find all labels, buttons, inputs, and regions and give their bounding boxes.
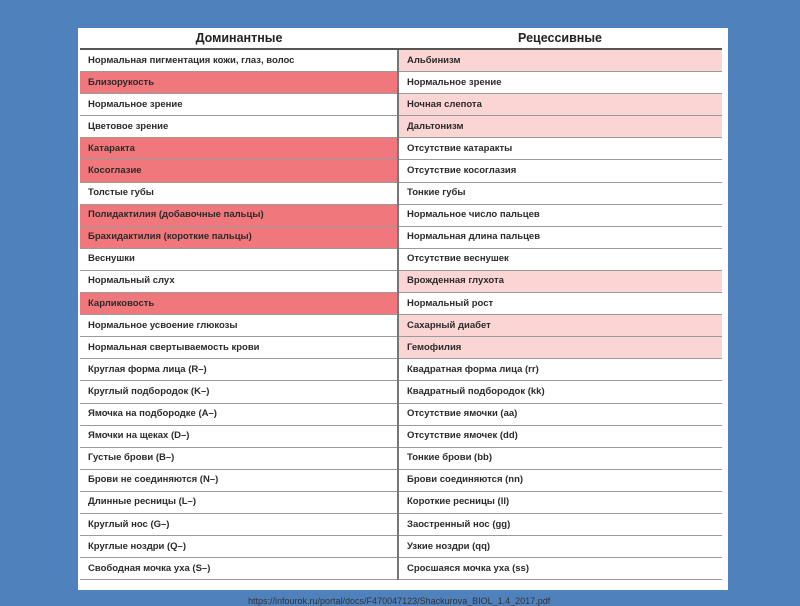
table-row [80, 359, 722, 381]
dominant-trait-cell: Катаракта [80, 138, 398, 160]
dominant-trait-cell: Круглая форма лица (R–) [80, 359, 398, 381]
table-row [80, 72, 722, 94]
dominant-trait-cell: Нормальное зрение [80, 94, 398, 116]
table-row [80, 425, 722, 447]
dominant-trait-cell: Нормальная свертываемость крови [80, 337, 398, 359]
dominant-trait-cell: Круглый подбородок (K–) [80, 381, 398, 403]
header-recessive: Рецессивные [398, 28, 722, 49]
source-url-caption: https://infourok.ru/portal/docs/F470047123/Shackurova_BIOL_1.4_2017.pdf [248, 596, 551, 606]
table-row [80, 248, 722, 270]
dominant-trait-cell: Круглый нос (G–) [80, 513, 398, 535]
dominant-trait-cell: Толстые губы [80, 182, 398, 204]
slide [78, 28, 728, 606]
dominant-trait-cell: Близорукость [80, 72, 398, 94]
recessive-trait-cell: Отсутствие косоглазия [398, 160, 722, 182]
recessive-trait-cell: Квадратная форма лица (rr) [398, 359, 722, 381]
dominant-trait-cell: Брови не соединяются (N–) [80, 469, 398, 491]
recessive-trait-cell: Квадратный подбородок (kk) [398, 381, 722, 403]
dominant-trait-cell: Цветовое зрение [80, 116, 398, 138]
dominant-trait-cell: Ямочки на щеках (D–) [80, 425, 398, 447]
table-row [80, 94, 722, 116]
recessive-trait-cell: Тонкие губы [398, 182, 722, 204]
recessive-trait-cell: Ночная слепота [398, 94, 722, 116]
recessive-trait-cell: Заостренный нос (gg) [398, 513, 722, 535]
table-row [80, 513, 722, 535]
table-row [80, 536, 722, 558]
dominant-trait-cell: Веснушки [80, 248, 398, 270]
dominant-trait-cell: Косоглазие [80, 160, 398, 182]
recessive-trait-cell: Отсутствие ямочек (dd) [398, 425, 722, 447]
table-row [80, 49, 722, 72]
recessive-trait-cell: Нормальное число пальцев [398, 204, 722, 226]
table-row [80, 226, 722, 248]
table-row [80, 447, 722, 469]
recessive-trait-cell: Тонкие брови (bb) [398, 447, 722, 469]
dominant-trait-cell: Густые брови (B–) [80, 447, 398, 469]
header-dominant: Доминантные [80, 28, 398, 49]
dominant-trait-cell: Нормальное усвоение глюкозы [80, 315, 398, 337]
recessive-trait-cell: Сахарный диабет [398, 315, 722, 337]
dominant-trait-cell: Нормальная пигментация кожи, глаз, волос [80, 49, 398, 72]
table-row [80, 381, 722, 403]
recessive-trait-cell: Отсутствие ямочки (aa) [398, 403, 722, 425]
dominant-trait-cell: Брахидактилия (короткие пальцы) [80, 226, 398, 248]
traits-table [80, 28, 722, 580]
recessive-trait-cell: Короткие ресницы (ll) [398, 491, 722, 513]
recessive-trait-cell: Отсутствие катаракты [398, 138, 722, 160]
traits-body [80, 49, 722, 580]
dominant-trait-cell: Карликовость [80, 293, 398, 315]
dominant-trait-cell: Ямочка на подбородке (A–) [80, 403, 398, 425]
recessive-trait-cell: Узкие ноздри (qq) [398, 536, 722, 558]
recessive-trait-cell: Сросшаяся мочка уха (ss) [398, 558, 722, 580]
table-row [80, 182, 722, 204]
table-row [80, 403, 722, 425]
table-row [80, 491, 722, 513]
recessive-trait-cell: Врожденная глухота [398, 270, 722, 292]
table-row [80, 337, 722, 359]
dominant-trait-cell: Круглые ноздри (Q–) [80, 536, 398, 558]
table-header-row [80, 28, 722, 49]
recessive-trait-cell: Дальтонизм [398, 116, 722, 138]
table-row [80, 293, 722, 315]
recessive-trait-cell: Нормальное зрение [398, 72, 722, 94]
dominant-trait-cell: Длинные ресницы (L–) [80, 491, 398, 513]
recessive-trait-cell: Нормальный рост [398, 293, 722, 315]
table-row [80, 558, 722, 580]
table-row [80, 315, 722, 337]
table-row [80, 270, 722, 292]
recessive-trait-cell: Брови соединяются (nn) [398, 469, 722, 491]
recessive-trait-cell: Нормальная длина пальцев [398, 226, 722, 248]
table-row [80, 116, 722, 138]
recessive-trait-cell: Альбинизм [398, 49, 722, 72]
recessive-trait-cell: Гемофилия [398, 337, 722, 359]
recessive-trait-cell: Отсутствие веснушек [398, 248, 722, 270]
dominant-trait-cell: Свободная мочка уха (S–) [80, 558, 398, 580]
dominant-trait-cell: Нормальный слух [80, 270, 398, 292]
table-row [80, 204, 722, 226]
table-row [80, 160, 722, 182]
dominant-trait-cell: Полидактилия (добавочные пальцы) [80, 204, 398, 226]
table-row [80, 138, 722, 160]
table-row [80, 469, 722, 491]
